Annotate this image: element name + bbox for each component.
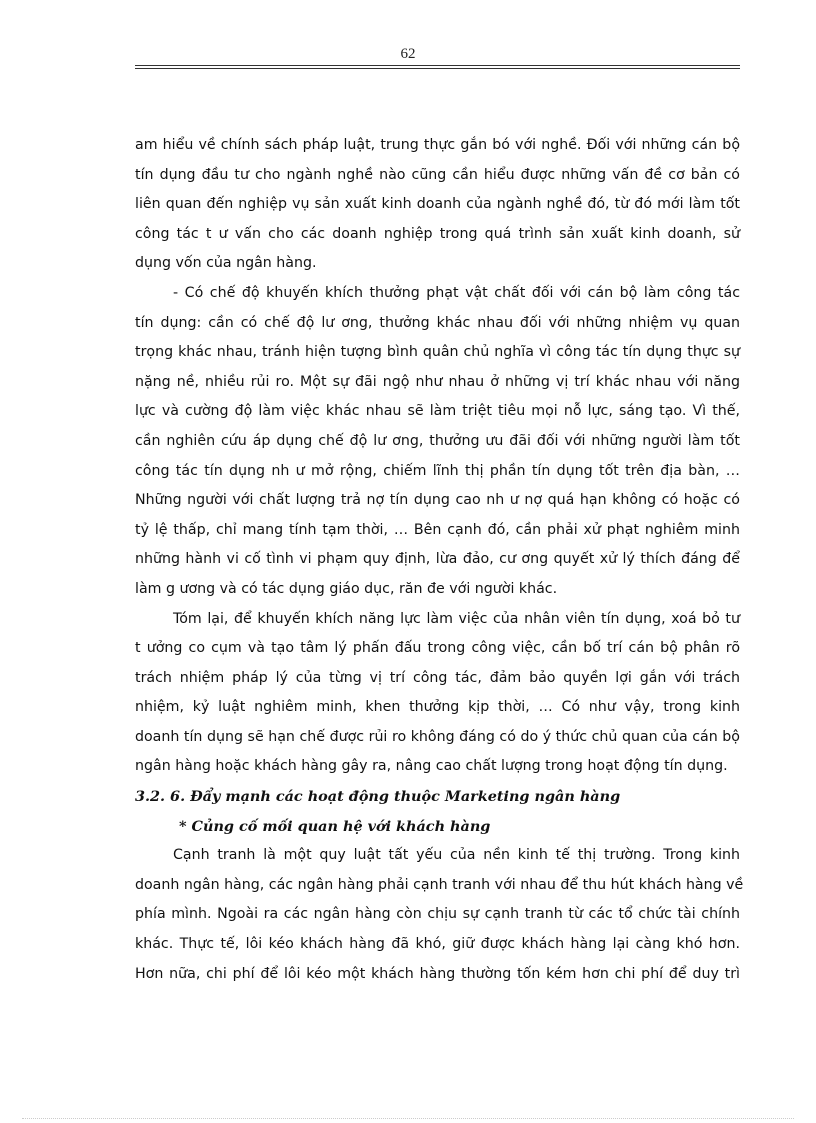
body-line: công tác tín dụng nh ư mở rộng, chiếm lĩnh thị phần tín dụng tốt trên địa bàn, … [135, 462, 740, 479]
body-line: am hiểu về chính sách pháp luật, trung thực gắn bó với nghề. Đối với những cán bộ [135, 137, 740, 153]
body-line: phía mình. Ngoài ra các ngân hàng còn chịu sự cạnh tranh từ các tổ chức tài chính [135, 906, 740, 923]
page-bottom-border [22, 1118, 794, 1119]
body-line: t ưởng co cụm và tạo tâm lý phấn đấu trong công việc, cần bố trí cán bộ phân rõ [135, 640, 740, 657]
body-line: lực và cường độ làm việc khác nhau sẽ làm triệt tiêu mọi nỗ lực, sáng tạo. Vì thế, [135, 403, 740, 420]
body-line: công tác t ư vấn cho các doanh nghiệp trong quá trình sản xuất kinh doanh, sử [135, 225, 740, 242]
body-line: những hành vi cố tình vi phạm quy định, lừa đảo, cư ơng quyết xử lý thích đáng để [135, 551, 740, 568]
body-line: làm g ương và có tác dụng giáo dục, răn đe với người khác. [135, 580, 558, 597]
sub-heading: * Củng cố mối quan hệ với khách hàng [179, 817, 491, 835]
body-line: cần nghiên cứu áp dụng chế độ lư ơng, thưởng ưu đãi đối với những người làm tốt [135, 432, 740, 449]
body-line: dụng vốn của ngân hàng. [135, 255, 317, 272]
body-line: Những người với chất lượng trả nợ tín dụng cao nh ư nợ quá hạn không có hoặc có [135, 492, 740, 509]
body-line: liên quan đến nghiệp vụ sản xuất kinh doanh của ngành nghề đó, từ đó mới làm tốt [135, 196, 740, 213]
body-line: tín dụng: cần có chế độ lư ơng, thưởng khác nhau đối với những nhiệm vụ quan [135, 314, 740, 331]
body-line: nhiệm, kỷ luật nghiêm minh, khen thưởng kịp thời, … Có như vậy, trong kinh [135, 699, 740, 716]
body-line: trọng khác nhau, tránh hiện tượng bình quân chủ nghĩa vì công tác tín dụng thực sự [135, 344, 740, 361]
body-line: doanh ngân hàng, các ngân hàng phải cạnh tranh với nhau để thu hút khách hàng về [135, 876, 744, 893]
body-line: tín dụng đầu tư cho ngành nghề nào cũng cần hiểu được những vấn đề cơ bản có [135, 166, 740, 183]
page-number: 62 [400, 46, 416, 62]
body-line: - Có chế độ khuyến khích thưởng phạt vật chất đối với cán bộ làm công tác [173, 284, 740, 301]
body-line: trách nhiệm pháp lý của từng vị trí công tác, đảm bảo quyền lợi gắn với trách [135, 669, 740, 686]
body-line: nặng nề, nhiều rủi ro. Một sự đãi ngộ như nhau ở những vị trí khác nhau với năng [135, 373, 740, 390]
document-body [135, 131, 744, 989]
body-line: doanh tín dụng sẽ hạn chế được rủi ro không đáng có do ý thức chủ quan của cán bộ [135, 728, 740, 745]
body-line: Hơn nữa, chi phí để lôi kéo một khách hàng thường tốn kém hơn chi phí để duy trì [135, 965, 740, 982]
body-line: Tóm lại, để khuyến khích năng lực làm việc của nhân viên tín dụng, xoá bỏ tư [173, 610, 740, 627]
body-line: ngân hàng hoặc khách hàng gây ra, nâng cao chất lượng trong hoạt động tín dụng. [135, 758, 728, 775]
section-heading: 3.2. 6. Đẩy mạnh các hoạt động thuộc Marketing ngân hàng [135, 788, 621, 806]
body-line: Cạnh tranh là một quy luật tất yếu của nền kinh tế thị trường. Trong kinh [173, 847, 740, 864]
body-line: khác. Thực tế, lôi kéo khách hàng đã khó, giữ được khách hàng lại càng khó hơn. [135, 936, 740, 953]
body-line: tỷ lệ thấp, chỉ mang tính tạm thời, … Bên cạnh đó, cần phải xử phạt nghiêm minh [135, 521, 740, 538]
header-rule [135, 65, 740, 69]
